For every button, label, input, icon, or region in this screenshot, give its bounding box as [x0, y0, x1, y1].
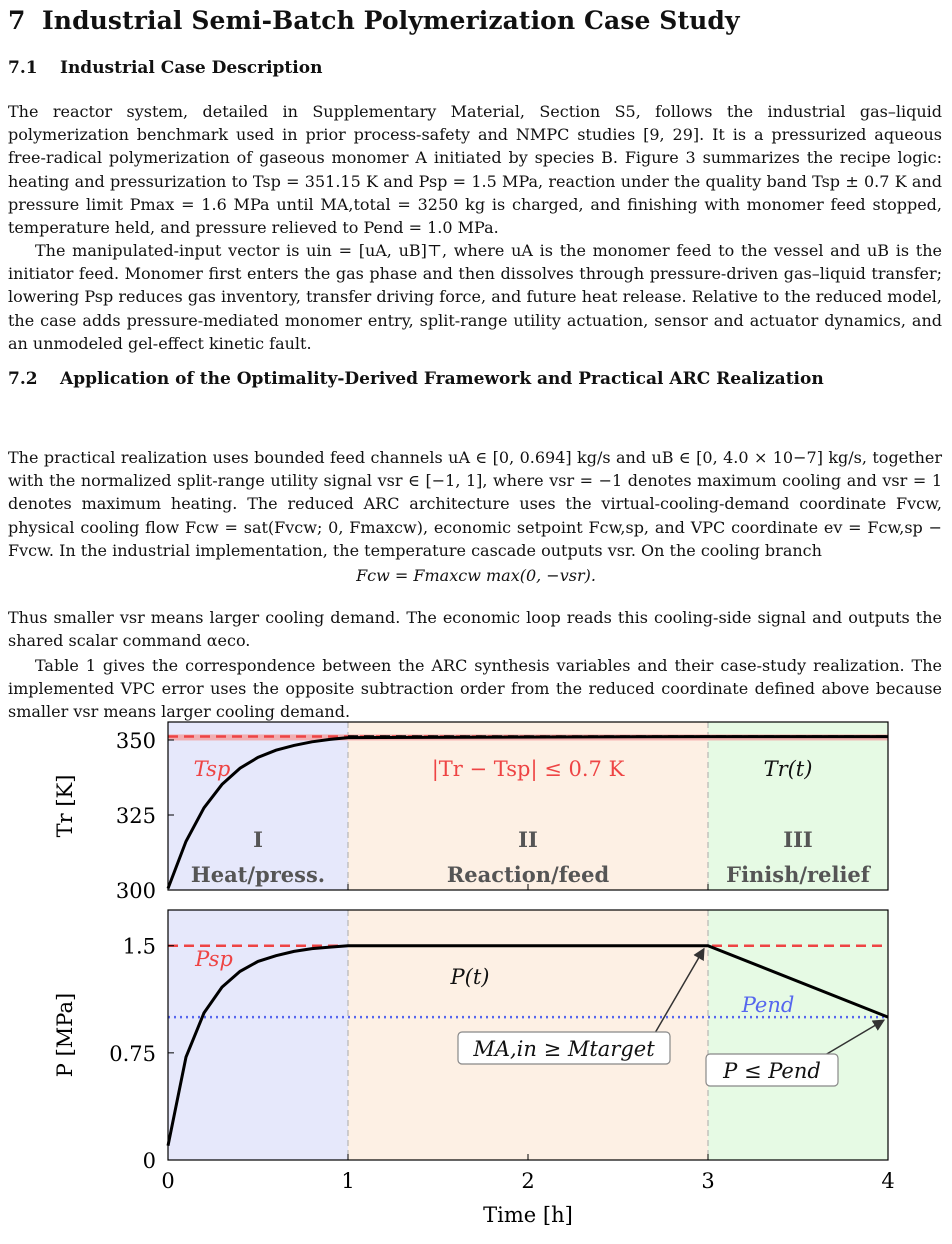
phase-numeral-3: III	[783, 827, 813, 852]
pressure-panel	[53, 910, 895, 1227]
y-tick-label: 350	[115, 729, 156, 753]
x-tick-label: 2	[521, 1169, 535, 1193]
x-tick-label: 4	[881, 1169, 895, 1193]
annotation-text-1: MA,in ≥ Mtarget	[473, 1037, 655, 1061]
phase-numeral-1: I	[253, 827, 263, 852]
paragraph-5: Table 1 gives the correspondence between the ARC synthesis variables and their case-study realization. The implemented VPC error uses the opposite subtraction order from the reduced coordinate defined above because smaller vsr means larger cooling demand.	[8, 656, 942, 722]
series-label: P(t)	[450, 965, 490, 989]
setpoint-label: Tsp	[193, 757, 231, 781]
y-tick-label: 300	[115, 879, 156, 903]
phase-label-1: Heat/press.	[190, 862, 326, 887]
x-tick-label: 3	[701, 1169, 715, 1193]
y-axis-label: P [MPa]	[53, 992, 77, 1078]
y-tick-label: 0.75	[109, 1041, 156, 1066]
y-tick-label: 0	[142, 1149, 156, 1173]
section-number: 7	[8, 6, 26, 35]
subsection-number-2: 7.2	[8, 369, 38, 389]
phase-numeral-2: II	[518, 827, 538, 852]
equation: Fcw = Fmaxcw max(0, −vsr).	[356, 566, 596, 585]
x-tick-label: 1	[341, 1169, 355, 1193]
phase-label-2: Reaction/feed	[446, 862, 610, 887]
paragraph-2: The manipulated-input vector is uin = [uA, uB]⊤, where uA is the monomer feed to the vessel and uB is the initiator feed. Monomer first enters the gas phase and then dissolves through pressure-driven gas–liquid transfer; lowering Psp reduces gas inventory, transfer driving force, and future heat release. Relative to the reduced model, the case adds pressure-mediated monomer entry, split-range utility actuation, sensor and actuator dynamics, and an unmodeled gel-effect kinetic fault.	[8, 241, 942, 353]
phase-region-3	[708, 910, 888, 1160]
x-tick-label: 0	[161, 1169, 175, 1193]
annotation-text-2: P ≤ Pend	[723, 1059, 821, 1083]
setpoint-label: Psp	[195, 947, 233, 971]
paragraph-3: The practical realization uses bounded feed channels uA ∈ [0, 0.694] kg/s and uB ∈ [0, 4.0 × 10−7] kg/s, together with the normalized split-range utility signal vsr ∈ [−1, 1], where vsr = −1 denotes maximum cooling and vsr = 1 denotes maximum heating. The reduced ARC architecture uses the virtual-cooling-demand coordinate Fvcw, physical cooling flow Fcw = sat(Fvcw; 0, Fmaxcw), economic setpoint Fcw,sp, and VPC coordinate ev = Fcw,sp − Fvcw. In the industrial implementation, the temperature cascade outputs vsr. On the cooling branch	[8, 448, 942, 560]
subsection-title-2: Application of the Optimality-Derived Framework and Practical ARC Realization	[60, 369, 824, 389]
temperature-panel	[53, 722, 888, 903]
x-axis-label: Time [h]	[483, 1203, 573, 1227]
figure-3	[0, 714, 952, 1244]
end-pressure-label: Pend	[741, 993, 795, 1017]
section-title: Industrial Semi-Batch Polymerization Case Study	[42, 6, 740, 35]
band-label: |Tr − Tsp| ≤ 0.7 K	[431, 757, 625, 781]
paragraph-1: The reactor system, detailed in Supplementary Material, Section S5, follows the industrial gas–liquid polymerization benchmark used in prior process-safety and NMPC studies [9, 29]. It is a pressurized aqueous free-radical polymerization of gaseous monomer A initiated by species B. Figure 3 summarizes the recipe logic: heating and pressurization to Tsp = 351.15 K and Psp = 1.5 MPa, reaction under the quality band Tsp ± 0.7 K and pressure limit Pmax = 1.6 MPa until MA,total = 3250 kg is charged, and finishing with monomer feed stopped, temperature held, and pressure relieved to Pend = 1.0 MPa.	[8, 102, 942, 238]
subsection-heading-2	[8, 368, 908, 390]
section-heading	[8, 6, 740, 35]
y-axis-label: Tr [K]	[53, 774, 77, 838]
paragraph-4: Thus smaller vsr means larger cooling demand. The economic loop reads this cooling-side signal and outputs the shared scalar command αeco.	[8, 608, 942, 651]
y-tick-label: 325	[115, 804, 156, 828]
series-label: Tr(t)	[763, 757, 813, 781]
phase-label-3: Finish/relief	[726, 862, 870, 887]
subsection-heading-1	[8, 58, 322, 78]
subsection-title-1: Industrial Case Description	[60, 58, 323, 78]
y-tick-label: 1.5	[122, 934, 156, 959]
subsection-number-1: 7.1	[8, 58, 38, 78]
